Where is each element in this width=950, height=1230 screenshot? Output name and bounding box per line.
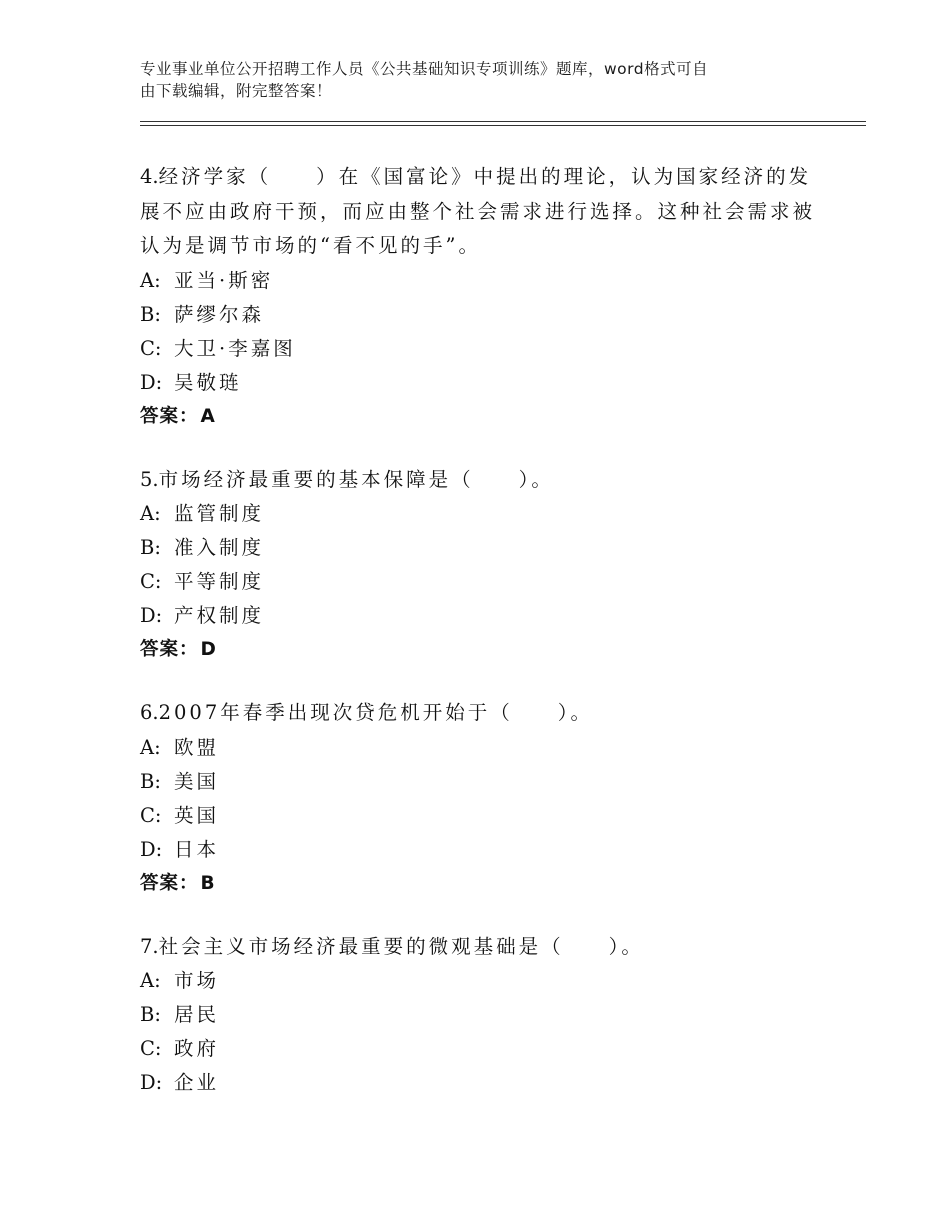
option-text: 产权制度 xyxy=(174,604,265,627)
option-letter: A: xyxy=(140,268,161,292)
option-text: 美国 xyxy=(174,769,220,793)
question-text: 2007年春季出现次贷危机开始于（ ）。 xyxy=(158,701,593,724)
question-text: 社会主义市场经济最重要的微观基础是（ ）。 xyxy=(158,934,644,958)
question-stem xyxy=(140,463,820,498)
question-number: 5. xyxy=(140,467,159,491)
question-text: 经济学家（ ）在《国富论》中提出的理论，认为国家经济的发展不应由政府干预，而应由整个社会需求进行选择。这种社会需求被认为是调节市场的“看不见的手”。 xyxy=(140,165,816,257)
option-letter: D: xyxy=(140,837,163,861)
option-text: 日本 xyxy=(174,837,220,861)
question-stem xyxy=(140,696,820,731)
option-letter: B: xyxy=(140,536,161,559)
question-number: 4. xyxy=(140,165,159,188)
option-b xyxy=(140,298,820,332)
option-letter: A: xyxy=(140,735,161,759)
answer-line xyxy=(140,867,820,901)
option-letter: D: xyxy=(140,370,163,394)
header-line-2: 由下载编辑，附完整答案！ xyxy=(140,82,333,100)
option-a xyxy=(140,964,820,998)
option-d xyxy=(140,833,820,867)
option-a xyxy=(140,264,820,298)
header-line-1: 专业事业单位公开招聘工作人员《公共基础知识专项训练》题库，word格式可自 xyxy=(140,60,709,78)
question-7 xyxy=(140,930,820,1101)
answer-label: 答案： xyxy=(140,405,199,427)
option-text: 亚当·斯密 xyxy=(174,268,274,292)
option-c xyxy=(140,799,820,833)
option-d xyxy=(140,599,820,633)
question-4 xyxy=(140,160,820,434)
option-text: 居民 xyxy=(174,1003,220,1026)
option-letter: D: xyxy=(140,604,163,627)
question-stem xyxy=(140,160,820,264)
option-text: 政府 xyxy=(174,1037,220,1060)
option-letter: A: xyxy=(140,502,161,525)
option-letter: A: xyxy=(140,969,161,992)
option-text: 准入制度 xyxy=(174,536,265,559)
answer-line xyxy=(140,400,820,434)
option-a xyxy=(140,731,820,765)
option-letter: C: xyxy=(140,570,162,593)
option-b xyxy=(140,531,820,565)
option-text: 平等制度 xyxy=(174,570,265,593)
option-text: 英国 xyxy=(174,803,220,827)
option-c xyxy=(140,1032,820,1066)
option-text: 吴敬琏 xyxy=(174,370,242,394)
question-stem xyxy=(140,930,820,965)
option-b xyxy=(140,998,820,1032)
answer-value: B xyxy=(200,872,216,894)
option-letter: C: xyxy=(140,336,162,360)
option-letter: C: xyxy=(140,803,162,827)
option-text: 大卫·李嘉图 xyxy=(174,336,296,360)
option-c xyxy=(140,565,820,599)
question-5 xyxy=(140,463,820,668)
option-d xyxy=(140,1066,820,1100)
option-letter: B: xyxy=(140,302,161,326)
option-text: 萨缪尔森 xyxy=(174,302,265,326)
document-header xyxy=(140,58,800,102)
option-letter: D: xyxy=(140,1071,163,1094)
option-text: 企业 xyxy=(174,1071,220,1094)
question-number: 6. xyxy=(140,701,159,724)
option-c xyxy=(140,332,820,366)
header-divider-thin xyxy=(140,125,866,126)
option-a xyxy=(140,497,820,531)
option-letter: C: xyxy=(140,1037,162,1060)
option-text: 市场 xyxy=(174,969,220,992)
header-divider-thick xyxy=(140,121,866,122)
answer-value: A xyxy=(200,405,216,427)
option-text: 欧盟 xyxy=(174,735,220,759)
question-number: 7. xyxy=(140,934,159,958)
option-letter: B: xyxy=(140,769,161,793)
question-text: 市场经济最重要的基本保障是（ ）。 xyxy=(158,467,554,491)
option-d xyxy=(140,366,820,400)
option-text: 监管制度 xyxy=(174,502,265,525)
answer-label: 答案： xyxy=(140,639,199,660)
answer-value: D xyxy=(200,639,217,660)
answer-label: 答案： xyxy=(140,872,199,894)
option-b xyxy=(140,765,820,799)
question-6 xyxy=(140,696,820,901)
answer-line xyxy=(140,633,820,667)
question-list xyxy=(140,160,820,1129)
option-letter: B: xyxy=(140,1003,161,1026)
